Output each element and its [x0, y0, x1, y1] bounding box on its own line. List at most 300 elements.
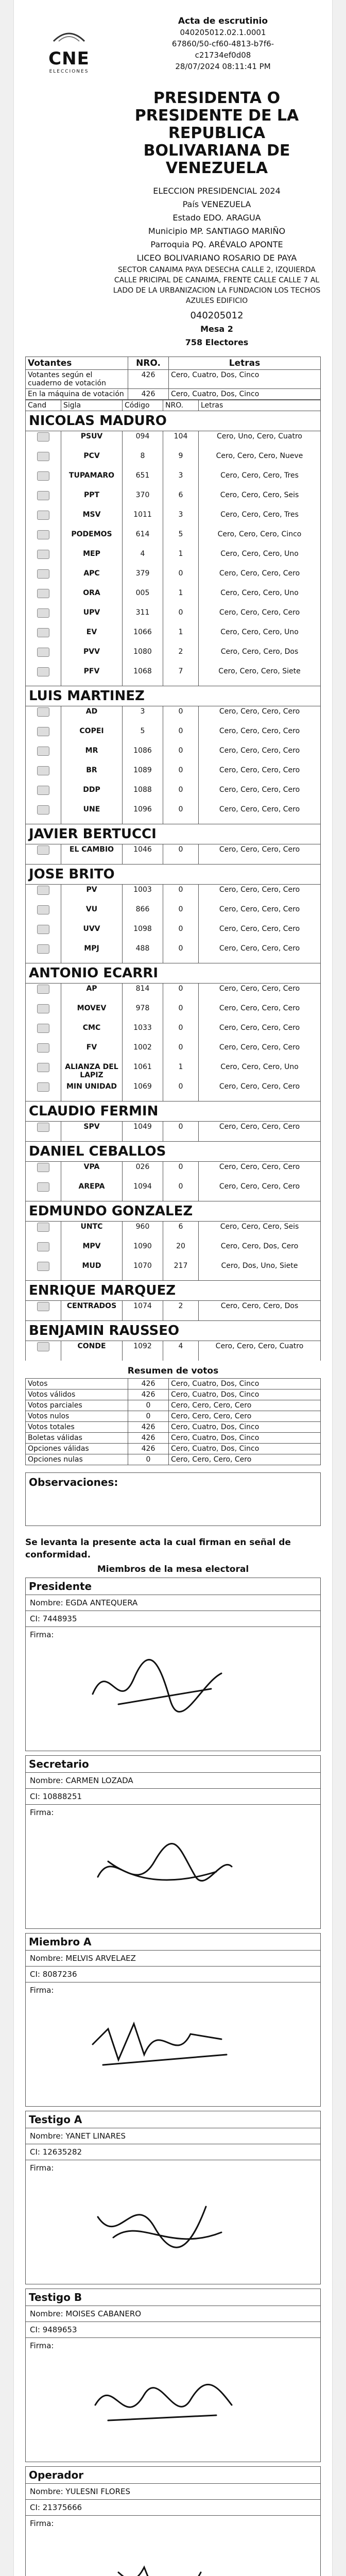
party-logo: [26, 490, 61, 510]
party-row: [26, 1341, 321, 1361]
party-votes-letters: Cero, Cero, Cero, Cero: [199, 745, 321, 765]
party-logo-icon: [37, 1024, 49, 1033]
party-sigla: UNTC: [61, 1222, 123, 1242]
acta-code: 040205012.02.1.0001: [180, 28, 266, 37]
cne-logo-icon: [48, 26, 90, 46]
party-logo-icon: [37, 628, 49, 637]
summary-letras: Cero, Cuatro, Dos, Cinco: [169, 1444, 321, 1454]
member-ci: CI: 8087236: [26, 1967, 320, 1982]
party-logo: [26, 885, 61, 905]
party-logo-icon: [37, 1082, 49, 1092]
voters-table-header: [26, 357, 321, 370]
party-votes: 0: [163, 1122, 199, 1142]
party-logo: [26, 529, 61, 549]
party-votes-letters: Cero, Cero, Cero, Dos: [199, 647, 321, 666]
summary-row: [26, 1454, 321, 1465]
party-logo: [26, 1062, 61, 1081]
party-votes: 0: [163, 765, 199, 785]
party-logo-icon: [37, 1342, 49, 1351]
party-row: [26, 647, 321, 666]
party-row: [26, 1062, 321, 1081]
party-row: [26, 844, 321, 865]
party-codigo: 1033: [123, 1023, 163, 1042]
members-title: Miembros de la mesa electoral: [97, 1564, 249, 1574]
party-votes: 0: [163, 1003, 199, 1023]
party-codigo: 1092: [123, 1341, 163, 1361]
party-logo: [26, 607, 61, 627]
candidates-table: [25, 400, 321, 1361]
party-logo: [26, 1301, 61, 1321]
candidate-row: [26, 963, 321, 984]
party-logo-icon: [37, 1123, 49, 1132]
party-sigla: DDP: [61, 785, 123, 804]
party-codigo: 1074: [123, 1301, 163, 1321]
observations-box: [25, 1472, 321, 1526]
party-votes-letters: Cero, Cero, Cero, Tres: [199, 510, 321, 529]
party-logo: [26, 1042, 61, 1062]
voters-table: [25, 357, 321, 400]
member-signature-area: [26, 1805, 320, 1928]
logo-text: CNE: [48, 48, 90, 69]
summary-letras: Cero, Cero, Cero, Cero: [169, 1400, 321, 1411]
col-votantes: Votantes: [26, 357, 128, 370]
party-codigo: 026: [123, 1162, 163, 1182]
member-role: Presidente: [26, 1578, 320, 1595]
party-sigla: ALIANZA DEL LAPIZ: [61, 1062, 123, 1081]
party-logo-icon: [37, 608, 49, 618]
election-name: ELECCION PRESIDENCIAL 2024: [153, 186, 281, 196]
member-firma-label: Firma:: [30, 1808, 54, 1817]
party-votes-letters: Cero, Dos, Uno, Siete: [199, 1261, 321, 1281]
member-ci: CI: 12635282: [26, 2144, 320, 2160]
party-logo: [26, 666, 61, 686]
party-codigo: 1094: [123, 1181, 163, 1201]
party-row: [26, 470, 321, 490]
party-row: [26, 568, 321, 588]
party-logo: [26, 1003, 61, 1023]
party-row: [26, 1162, 321, 1182]
party-row: [26, 785, 321, 804]
member-name: Nombre: CARMEN LOZADA: [26, 1773, 320, 1789]
party-row: [26, 1042, 321, 1062]
summary-letras: Cero, Cero, Cero, Cero: [169, 1411, 321, 1422]
row-cuaderno-label: Votantes según el cuaderno de votación: [26, 370, 128, 389]
party-sigla: CENTRADOS: [61, 1301, 123, 1321]
party-votes-letters: Cero, Cero, Cero, Cero: [199, 726, 321, 745]
member-firma-label: Firma:: [30, 2519, 54, 2528]
party-codigo: 1046: [123, 844, 163, 865]
party-logo-icon: [37, 550, 49, 559]
party-votes-letters: Cero, Cero, Dos, Cero: [199, 1241, 321, 1261]
party-logo-icon: [37, 1242, 49, 1251]
party-votes-letters: Cero, Cero, Cero, Uno: [199, 627, 321, 647]
summary-nro: 426: [128, 1379, 169, 1389]
municipality: Municipio MP. SANTIAGO MARIÑO: [148, 226, 286, 236]
signature-icon: [88, 2541, 242, 2576]
party-logo: [26, 451, 61, 470]
party-sigla: AREPA: [61, 1181, 123, 1201]
party-codigo: 960: [123, 1222, 163, 1242]
party-row: [26, 1261, 321, 1281]
voter-count: 758 Electores: [185, 337, 249, 347]
party-row: [26, 490, 321, 510]
party-votes: 0: [163, 706, 199, 726]
party-logo-icon: [37, 1063, 49, 1072]
signature-icon: [88, 1653, 242, 1730]
member-signature-area: [26, 2338, 320, 2462]
member-card: [25, 2111, 321, 2284]
summary-row: [26, 1379, 321, 1389]
logo-subtitle: ELECCIONES: [49, 69, 89, 74]
party-votes: 0: [163, 568, 199, 588]
party-codigo: 1069: [123, 1081, 163, 1101]
party-sigla: VU: [61, 904, 123, 924]
summary-table: [25, 1378, 321, 1465]
candidates-subheader: [26, 400, 321, 411]
cne-logo: [36, 26, 102, 74]
party-logo-icon: [37, 1163, 49, 1172]
party-logo-icon: [37, 1302, 49, 1311]
party-logo: [26, 984, 61, 1004]
party-logo-icon: [37, 569, 49, 579]
acta-id-line-2: c21734ef0d08: [195, 50, 251, 60]
member-role: Testigo A: [26, 2111, 320, 2128]
party-sigla: BR: [61, 765, 123, 785]
party-votes-letters: Cero, Cero, Cero, Cero: [199, 706, 321, 726]
party-votes-letters: Cero, Cero, Cero, Cero: [199, 1162, 321, 1182]
party-sigla: CMC: [61, 1023, 123, 1042]
party-logo-icon: [37, 707, 49, 717]
party-logo-icon: [37, 1182, 49, 1192]
party-votes: 0: [163, 745, 199, 765]
party-sigla: CONDE: [61, 1341, 123, 1361]
row-cuaderno-nro: 426: [128, 370, 169, 389]
party-row: [26, 726, 321, 745]
party-logo-icon: [37, 589, 49, 598]
party-logo: [26, 904, 61, 924]
candidate-name: EDMUNDO GONZALEZ: [26, 1201, 321, 1222]
party-logo: [26, 470, 61, 490]
party-codigo: 978: [123, 1003, 163, 1023]
member-signature-area: [26, 1982, 320, 2106]
party-logo: [26, 1261, 61, 1281]
member-card: [25, 1755, 321, 1929]
acta-receipt: [13, 0, 333, 2576]
member-role: Miembro A: [26, 1934, 320, 1951]
party-votes-letters: Cero, Cero, Cero, Cuatro: [199, 1341, 321, 1361]
party-sigla: FV: [61, 1042, 123, 1062]
party-row: [26, 627, 321, 647]
party-votes-letters: Cero, Cero, Cero, Cero: [199, 904, 321, 924]
party-votes: 0: [163, 726, 199, 745]
member-card: [25, 1933, 321, 2107]
member-ci: CI: 10888251: [26, 1789, 320, 1805]
party-row: [26, 607, 321, 627]
party-row: [26, 1241, 321, 1261]
party-row: [26, 1222, 321, 1242]
member-name: Nombre: MOISES CABANERO: [26, 2306, 320, 2322]
party-votes-letters: Cero, Cero, Cero, Cero: [199, 1081, 321, 1101]
party-sigla: VPA: [61, 1162, 123, 1182]
party-votes-letters: Cero, Cero, Cero, Tres: [199, 470, 321, 490]
party-votes-letters: Cero, Cero, Cero, Cero: [199, 924, 321, 943]
party-logo: [26, 765, 61, 785]
party-logo: [26, 844, 61, 865]
candidate-row: [26, 1201, 321, 1222]
party-votes-letters: Cero, Cero, Cero, Cero: [199, 943, 321, 963]
party-logo: [26, 726, 61, 745]
page-title: PRESIDENTA O PRESIDENTE DE LA REPUBLICA BOLIVARIANA DE VENEZUELA: [134, 89, 299, 177]
candidate-row: [26, 686, 321, 706]
candidate-name: BENJAMIN RAUSSEO: [26, 1321, 321, 1341]
party-logo: [26, 1341, 61, 1361]
party-sigla: PVV: [61, 647, 123, 666]
party-row: [26, 431, 321, 451]
col-letras: Letras: [169, 357, 321, 370]
party-row: [26, 588, 321, 607]
party-logo: [26, 1122, 61, 1142]
col-nro: NRO.: [128, 357, 169, 370]
acta-id-line: 67860/50-cf60-4813-b7f6-: [171, 39, 274, 48]
party-logo-icon: [37, 727, 49, 736]
party-codigo: 8: [123, 451, 163, 470]
party-logo-icon: [37, 747, 49, 756]
member-name: Nombre: EGDA ANTEQUERA: [26, 1595, 320, 1611]
party-row: [26, 765, 321, 785]
party-votes-letters: Cero, Cero, Cero, Uno: [199, 549, 321, 568]
party-sigla: MPJ: [61, 943, 123, 963]
party-votes-letters: Cero, Cero, Cero, Siete: [199, 666, 321, 686]
observations-label: Observaciones:: [29, 1476, 118, 1488]
party-logo-icon: [37, 1262, 49, 1271]
row-maquina-nro: 426: [128, 389, 169, 400]
party-codigo: 488: [123, 943, 163, 963]
party-sigla: PODEMOS: [61, 529, 123, 549]
member-firma-label: Firma:: [30, 2163, 54, 2173]
candidate-name: DANIEL CEBALLOS: [26, 1142, 321, 1162]
row-maquina-letras: Cero, Cuatro, Dos, Cinco: [169, 389, 321, 400]
party-sigla: COPEI: [61, 726, 123, 745]
row-maquina-label: En la máquina de votación: [26, 389, 128, 400]
party-logo: [26, 1081, 61, 1101]
party-votes: 104: [163, 431, 199, 451]
party-codigo: 1002: [123, 1042, 163, 1062]
party-sigla: PSUV: [61, 431, 123, 451]
acta-header: [25, 15, 321, 82]
summary-body: [26, 1379, 321, 1465]
member-name: Nombre: YANET LINARES: [26, 2128, 320, 2144]
party-votes: 3: [163, 470, 199, 490]
candidate-name: ENRIQUE MARQUEZ: [26, 1281, 321, 1301]
party-logo: [26, 549, 61, 568]
party-sigla: UNE: [61, 804, 123, 824]
row-cuaderno-letras: Cero, Cuatro, Dos, Cinco: [169, 370, 321, 389]
candidate-name: JAVIER BERTUCCI: [26, 824, 321, 844]
party-sigla: EL CAMBIO: [61, 844, 123, 865]
party-sigla: PV: [61, 885, 123, 905]
party-logo: [26, 431, 61, 451]
col-cand: Cand: [26, 400, 61, 411]
party-codigo: 1086: [123, 745, 163, 765]
party-votes: 0: [163, 844, 199, 865]
party-votes: 5: [163, 529, 199, 549]
party-row: [26, 666, 321, 686]
summary-label: Votos parciales: [26, 1400, 128, 1411]
party-votes: 4: [163, 1341, 199, 1361]
party-logo: [26, 1162, 61, 1182]
summary-label: Votos nulos: [26, 1411, 128, 1422]
summary-letras: Cero, Cero, Cero, Cero: [169, 1454, 321, 1465]
party-logo: [26, 745, 61, 765]
party-logo: [26, 785, 61, 804]
party-logo-icon: [37, 905, 49, 914]
party-logo: [26, 1222, 61, 1242]
party-votes: 1: [163, 627, 199, 647]
party-sigla: UVV: [61, 924, 123, 943]
party-votes-letters: Cero, Cero, Cero, Seis: [199, 490, 321, 510]
candidate-row: [26, 1321, 321, 1341]
summary-title: Resumen de votos: [127, 1366, 219, 1376]
party-logo-icon: [37, 452, 49, 461]
member-card: [25, 2466, 321, 2576]
col-sigla: Sigla: [61, 400, 123, 411]
party-logo: [26, 1181, 61, 1201]
party-votes-letters: Cero, Cero, Cero, Cero: [199, 804, 321, 824]
candidate-name: CLAUDIO FERMIN: [26, 1101, 321, 1122]
party-logo-icon: [37, 1004, 49, 1013]
party-codigo: 005: [123, 588, 163, 607]
member-role: Secretario: [26, 1756, 320, 1773]
party-sigla: PCV: [61, 451, 123, 470]
party-votes: 0: [163, 1023, 199, 1042]
row-maquina: [26, 389, 321, 400]
party-votes-letters: Cero, Cero, Cero, Cero: [199, 607, 321, 627]
party-logo-icon: [37, 530, 49, 539]
party-row: [26, 451, 321, 470]
party-votes: 2: [163, 1301, 199, 1321]
party-codigo: 651: [123, 470, 163, 490]
party-votes: 6: [163, 1222, 199, 1242]
party-logo: [26, 706, 61, 726]
country: País VENEZUELA: [182, 199, 251, 209]
party-logo: [26, 510, 61, 529]
party-row: [26, 706, 321, 726]
party-logo: [26, 804, 61, 824]
party-codigo: 311: [123, 607, 163, 627]
summary-letras: Cero, Cuatro, Dos, Cinco: [169, 1379, 321, 1389]
party-sigla: MR: [61, 745, 123, 765]
party-votes-letters: Cero, Cero, Cero, Uno: [199, 1062, 321, 1081]
party-sigla: AD: [61, 706, 123, 726]
acta-datetime: 28/07/2024 08:11:41 PM: [175, 62, 271, 71]
party-votes: 6: [163, 490, 199, 510]
party-row: [26, 1003, 321, 1023]
center-code: 040205012: [190, 310, 244, 321]
party-sigla: ORA: [61, 588, 123, 607]
party-votes: 0: [163, 1181, 199, 1201]
summary-nro: 426: [128, 1422, 169, 1433]
party-votes-letters: Cero, Cero, Cero, Cero: [199, 765, 321, 785]
member-ci: CI: 21375666: [26, 2500, 320, 2516]
party-votes-letters: Cero, Uno, Cero, Cuatro: [199, 431, 321, 451]
party-codigo: 614: [123, 529, 163, 549]
signature-icon: [88, 2364, 242, 2441]
summary-row: [26, 1411, 321, 1422]
summary-label: Votos totales: [26, 1422, 128, 1433]
mesa-number: Mesa 2: [200, 324, 233, 334]
party-votes-letters: Cero, Cero, Cero, Cero: [199, 984, 321, 1004]
party-logo-icon: [37, 471, 49, 481]
party-row: [26, 549, 321, 568]
party-codigo: 814: [123, 984, 163, 1004]
party-votes: 0: [163, 1081, 199, 1101]
summary-nro: 426: [128, 1433, 169, 1444]
party-codigo: 1090: [123, 1241, 163, 1261]
party-votes-letters: Cero, Cero, Cero, Cero: [199, 1042, 321, 1062]
party-logo-icon: [37, 766, 49, 775]
party-votes-letters: Cero, Cero, Cero, Cero: [199, 1122, 321, 1142]
summary-label: Opciones nulas: [26, 1454, 128, 1465]
members-list: [25, 1578, 321, 2576]
member-firma-label: Firma:: [30, 1986, 54, 1995]
party-codigo: 370: [123, 490, 163, 510]
party-sigla: MIN UNIDAD: [61, 1081, 123, 1101]
party-codigo: 1061: [123, 1062, 163, 1081]
party-votes: 0: [163, 804, 199, 824]
party-sigla: APC: [61, 568, 123, 588]
party-codigo: 4: [123, 549, 163, 568]
party-codigo: 1011: [123, 510, 163, 529]
party-votes-letters: Cero, Cero, Cero, Cero: [199, 844, 321, 865]
party-votes: 1: [163, 588, 199, 607]
party-sigla: UPV: [61, 607, 123, 627]
party-row: [26, 904, 321, 924]
party-votes: 0: [163, 1042, 199, 1062]
acta-identification: [125, 15, 321, 72]
party-codigo: 1088: [123, 785, 163, 804]
row-cuaderno: [26, 370, 321, 389]
party-logo: [26, 1241, 61, 1261]
party-votes: 7: [163, 666, 199, 686]
center-address: SECTOR CANAIMA PAYA DESECHA CALLE 2, IZQUIERDA CALLE PRICIPAL DE CANAIMA, FRENTE CALLE CALLE 7 AL LADO DE LA URBANIZACION LA FUNDACION LOS TECHOS AZULES EDIFICIO: [113, 266, 321, 305]
party-codigo: 1096: [123, 804, 163, 824]
party-sigla: SPV: [61, 1122, 123, 1142]
party-votes: 0: [163, 943, 199, 963]
party-logo: [26, 943, 61, 963]
signature-icon: [88, 2008, 242, 2086]
member-name: Nombre: MELVIS ARVELAEZ: [26, 1951, 320, 1967]
summary-letras: Cero, Cuatro, Dos, Cinco: [169, 1433, 321, 1444]
party-sigla: PFV: [61, 666, 123, 686]
party-votes-letters: Cero, Cero, Cero, Cinco: [199, 529, 321, 549]
party-row: [26, 924, 321, 943]
voting-center: LICEO BOLIVARIANO ROSARIO DE PAYA: [136, 253, 297, 263]
party-logo-icon: [37, 432, 49, 442]
party-votes-letters: Cero, Cero, Cero, Nueve: [199, 451, 321, 470]
summary-label: Votos válidos: [26, 1389, 128, 1400]
party-votes: 0: [163, 607, 199, 627]
party-votes: 9: [163, 451, 199, 470]
party-codigo: 094: [123, 431, 163, 451]
party-sigla: MPV: [61, 1241, 123, 1261]
party-votes-letters: Cero, Cero, Cero, Cero: [199, 785, 321, 804]
summary-letras: Cero, Cuatro, Dos, Cinco: [169, 1389, 321, 1400]
candidate-row: [26, 1101, 321, 1122]
signature-icon: [88, 2186, 242, 2263]
party-sigla: PPT: [61, 490, 123, 510]
candidate-name: JOSE BRITO: [26, 865, 321, 885]
party-row: [26, 745, 321, 765]
